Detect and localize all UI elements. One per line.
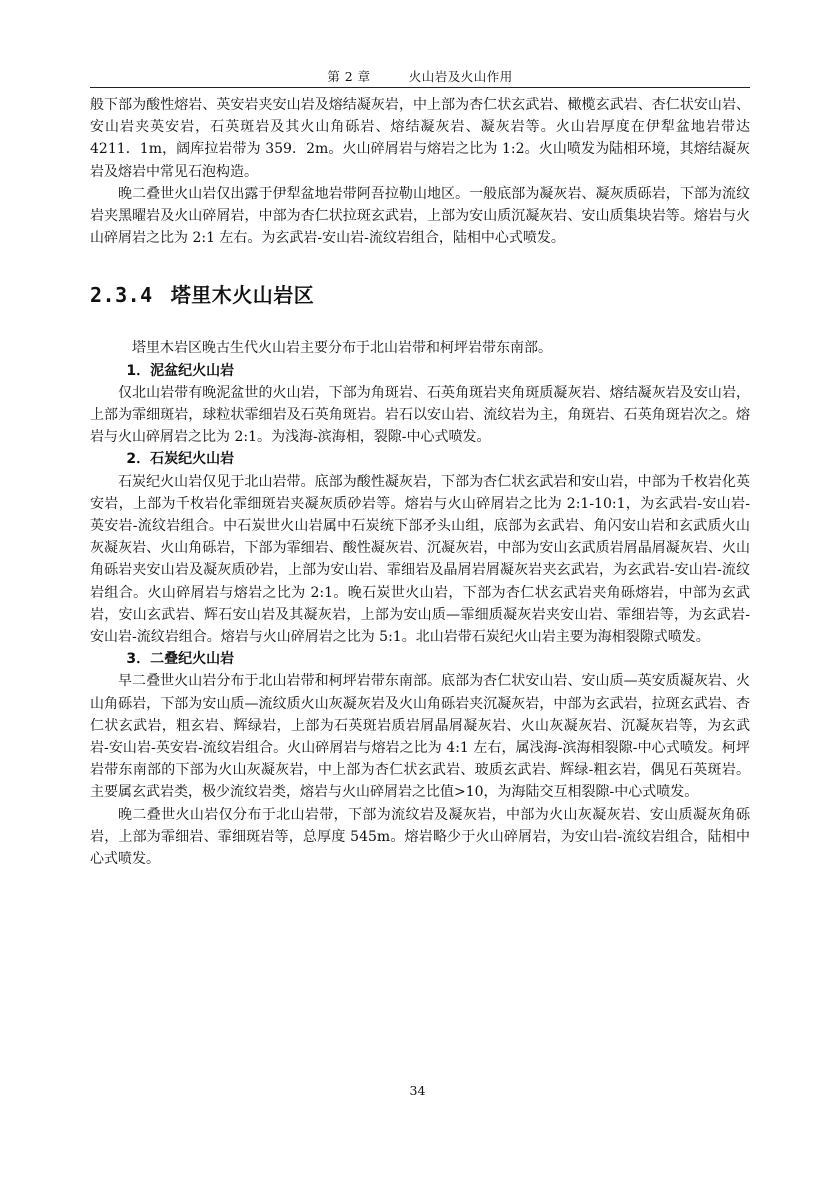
paragraph: 晚二叠世火山岩仅出露于伊犁盆地岩带阿吾拉勒山地区。一般底部为凝灰岩、凝灰质砾岩，下部为流纹岩夹黑曜岩及火山碎屑岩，中部为杏仁状拉斑玄武岩，上部为安山质沉凝灰岩、安山质集块岩等。熔岩与火山碎屑岩之比为 2:1 左右。为玄武岩-安山岩-流纹岩组合，陆相中心式喷发。 bbox=[90, 185, 750, 247]
chapter-title: 火山岩及火山作用 bbox=[408, 69, 513, 84]
section-title: 塔里木火山岩区 bbox=[170, 283, 315, 308]
paragraph: 仅北山岩带有晚泥盆世的火山岩，下部为角斑岩、石英角斑岩夹角斑质凝灰岩、熔结凝灰岩及安山岩，上部为霏细斑岩，球粒状霏细岩及石英角斑岩。岩石以安山岩、流纹岩为主，角斑岩、石英角斑岩次之。熔岩与火山碎屑岩之比为 2:1。为浅海-滨海相，裂隙-中心式喷发。 bbox=[90, 384, 750, 446]
subsection-heading: 1．泥盆纪火山岩 bbox=[126, 362, 235, 379]
paragraph: 般下部为酸性熔岩、英安岩夹安山岩及熔结凝灰岩，中上部为杏仁状玄武岩、橄榄玄武岩、杏仁状安山岩、安山岩夹英安岩，石英斑岩及其火山角砾岩、熔结凝灰岩、凝灰岩等。火山岩厚度在伊犁盆地岩带达 4211．1m，阔库拉岩带为 359．2m。火山碎屑岩与熔岩之比为 1:2。火山喷发为陆相环境，其熔结凝灰岩及熔岩中常见石泡构造。 bbox=[90, 97, 750, 180]
subsection-heading: 2．石炭纪火山岩 bbox=[126, 451, 235, 468]
chapter-label: 第 2 章 bbox=[327, 69, 371, 84]
page-body bbox=[90, 94, 750, 870]
section-number: 2.3.4 bbox=[90, 283, 153, 308]
section-heading bbox=[90, 275, 750, 315]
paragraph: 晚二叠世火山岩仅分布于北山岩带，下部为流纹岩及凝灰岩，中部为火山灰凝灰岩、安山质凝灰角砾岩，上部为霏细岩、霏细斑岩等，总厚度 545m。熔岩略少于火山碎屑岩，为安山岩-流纹岩组合，陆相中心式喷发。 bbox=[90, 806, 750, 868]
spacer bbox=[90, 315, 750, 337]
paragraph: 石炭纪火山岩仅见于北山岩带。底部为酸性凝灰岩，下部为杏仁状玄武岩和安山岩，中部为千枚岩化英安岩，上部为千枚岩化霏细斑岩夹凝灰质砂岩等。熔岩与火山碎屑岩之比为 2:1-10:1，为玄武岩-安山岩-英安岩-流纹岩组合。中石炭世火山岩属中石炭统下部矛头山组，底部为玄武岩、角闪安山岩和玄武质火山灰凝灰岩、火山角砾岩，下部为霏细岩、酸性凝灰岩、沉凝灰岩，中部为安山玄武质岩屑晶屑凝灰岩、火山角砾岩夹安山岩及凝灰质砂岩，上部为安山岩、霏细岩及晶屑岩屑凝灰岩夹玄武岩，为玄武岩-安山岩-流纹岩组合。火山碎屑岩与熔岩之比为 2:1。晚石炭世火山岩，下部为杏仁状玄武岩夹角砾熔岩，中部为玄武岩，安山玄武岩、辉石安山岩及其凝灰岩，上部为安山质—霏细质凝灰岩夹安山岩、霏细岩等，为玄武岩-安山岩-流纹岩组合。熔岩与火山碎屑岩之比为 5:1。北山岩带石炭纪火山岩主要为海相裂隙式喷发。 bbox=[90, 473, 750, 646]
header-rule bbox=[90, 87, 750, 88]
running-header bbox=[90, 67, 750, 85]
section-intro: 塔里木岩区晚古生代火山岩主要分布于北山岩带和柯坪岩带东南部。 bbox=[132, 340, 552, 357]
subsection-heading: 3．二叠纪火山岩 bbox=[126, 651, 235, 668]
page-number: 34 bbox=[409, 1083, 426, 1098]
paragraph: 早二叠世火山岩分布于北山岩带和柯坪岩带东南部。底部为杏仁状安山岩、安山质—英安质凝灰岩、火山角砾岩，下部为安山质—流纹质火山灰凝灰岩及火山角砾岩夹沉凝灰岩，中部为玄武岩，拉斑玄武岩、杏仁状玄武岩，粗玄岩、辉绿岩，上部为石英斑岩质岩屑晶屑凝灰岩、火山灰凝灰岩、沉凝灰岩等，为玄武岩-安山岩-英安岩-流纹岩组合。火山碎屑岩与熔岩之比为 4:1 左右，属浅海-滨海相裂隙-中心式喷发。柯坪岩带东南部的下部为火山灰凝灰岩，中上部为杏仁状玄武岩、玻质玄武岩、辉绿-粗玄岩，偶见石英斑岩。主要属玄武岩类，极少流纹岩类，熔岩与火山碎屑岩之比值>10，为海陆交互相裂隙-中心式喷发。 bbox=[90, 673, 750, 801]
